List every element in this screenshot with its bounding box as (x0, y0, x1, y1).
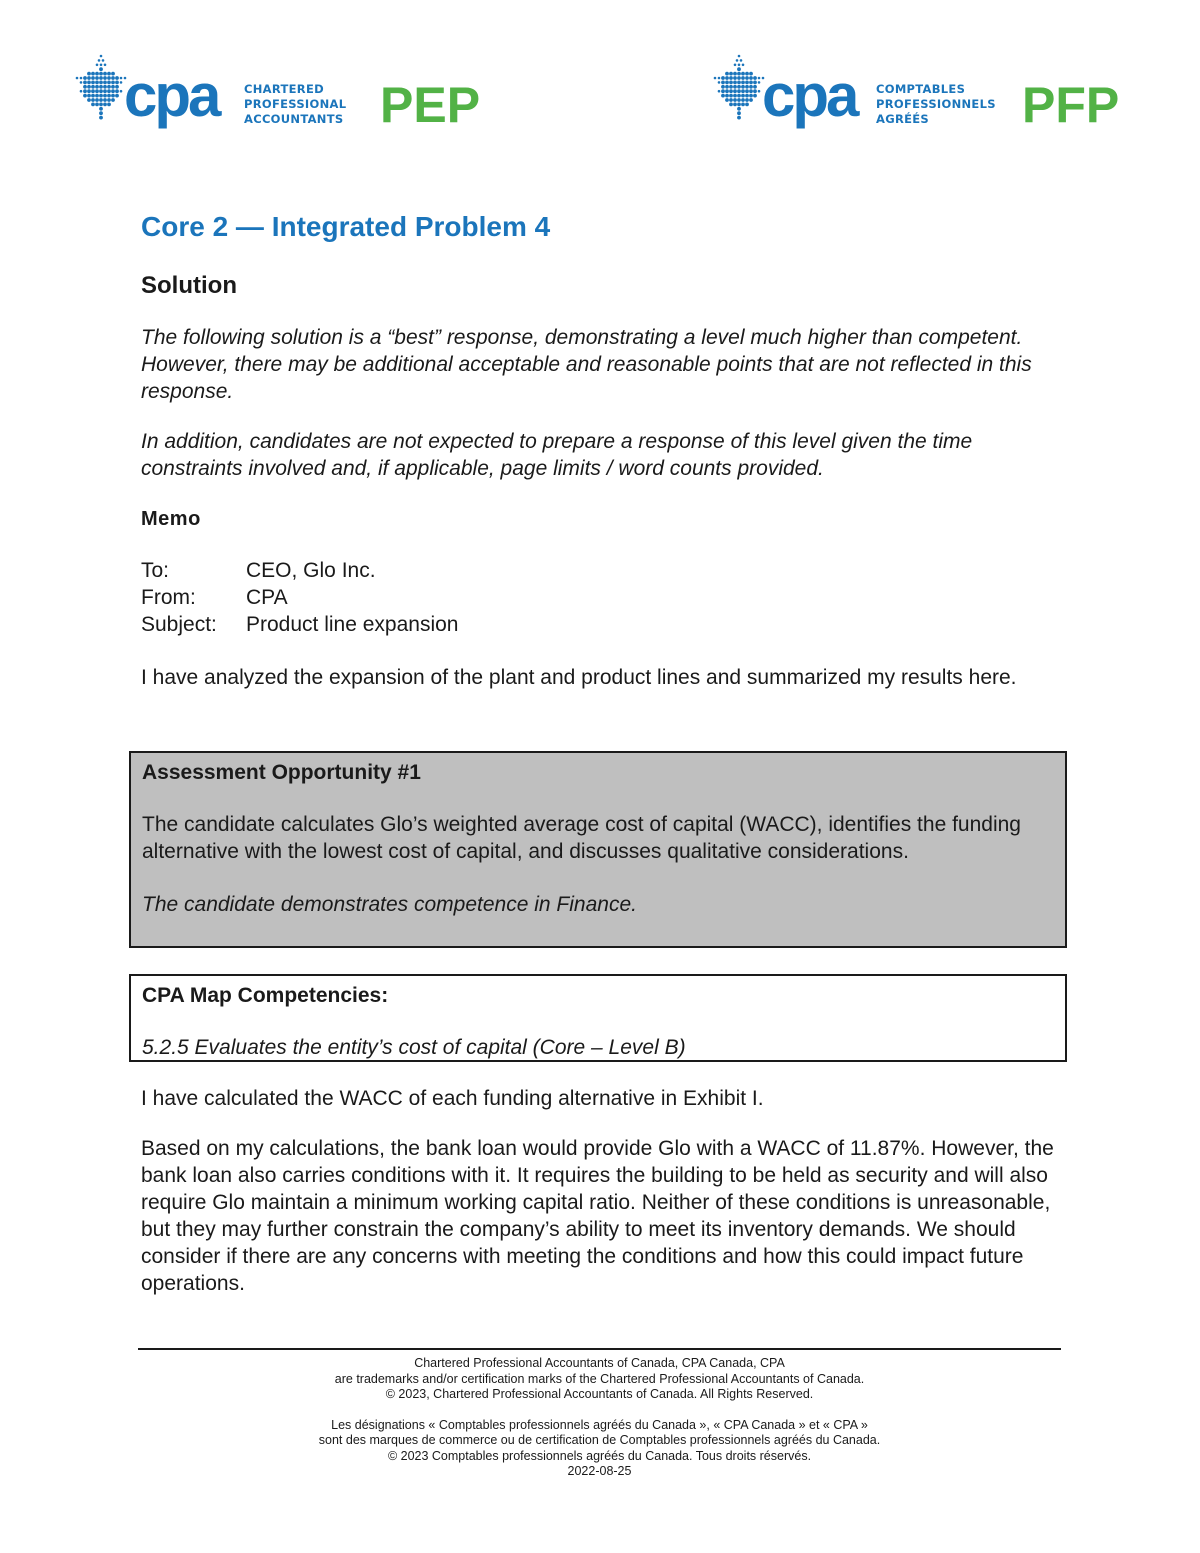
cpa-map-competencies-box (129, 974, 1067, 1062)
footer-en-line: are trademarks and/or certification marks of the Chartered Professional Accountants of Canada. (334, 1371, 865, 1386)
footer-fr-line: © 2023 Comptables professionnels agréés du Canada. Tous droits réservés. (387, 1448, 812, 1463)
memo-subject-label: Subject: (141, 612, 217, 636)
footer (138, 1356, 1061, 1480)
footer-date: 2022-08-25 (567, 1464, 632, 1478)
document-title: Core 2 — Integrated Problem 4 (141, 211, 551, 242)
assessment-opportunity-box (129, 751, 1067, 948)
cpa-logo-english (72, 52, 502, 142)
cpa-tagline: CHARTERED PROFESSIONAL ACCOUNTANTS (244, 82, 347, 126)
opening-paragraph: I have analyzed the expansion of the plant and product lines and summarized my results here. (141, 665, 1017, 689)
bank-loan-paragraph: Based on my calculations, the bank loan would provide Glo with a WACC of 11.87%. However, the bank loan also carries conditions with it. It requires the building to be held as security and will also require Glo maintain a minimum working capital ratio. Neither of these conditions is unreasonable, but they may further constrain the company’s ability to meet its inventory demands. We should consider if there are any concerns with meeting the conditions and how this could impact future operations. (141, 1137, 1054, 1295)
exhibit-paragraph: I have calculated the WACC of each funding alternative in Exhibit I. (141, 1087, 764, 1110)
footer-fr-line: Les désignations « Comptables professionnels agréés du Canada », « CPA Canada » et « CPA » (331, 1417, 868, 1432)
cpa-wordmark: cpa (124, 62, 219, 129)
memo-subject-row (141, 611, 1071, 638)
cpa-wordmark: cpa (762, 62, 857, 129)
memo-from-row (141, 584, 1071, 611)
footer-fr-line: sont des marques de commerce ou de certification de Comptables professionnels agréés du Canada. (318, 1433, 881, 1447)
analysis-section (141, 1085, 1071, 1320)
cpa-logo-french (710, 52, 1140, 142)
maple-leaf-dots-icon (710, 52, 768, 124)
memo-from-label: From: (141, 585, 196, 609)
assessment-heading: Assessment Opportunity #1 (142, 761, 421, 784)
memo-header (141, 557, 1071, 638)
cpa-tagline: COMPTABLES PROFESSIONNELS AGRÉÉS (876, 82, 996, 126)
memo-to-label: To: (141, 558, 170, 582)
assessment-body: The candidate calculates Glo’s weighted average cost of capital (WACC), identifies the funding alternative with the lowest cost of capital, and discusses qualitative considerations. (142, 813, 1021, 863)
memo-label: Memo (141, 507, 201, 530)
footer-en-line: Chartered Professional Accountants of Canada, CPA Canada, CPA (414, 1356, 785, 1370)
solution-heading: Solution (141, 271, 237, 299)
competency-item: 5.2.5 Evaluates the entity’s cost of capital (Core – Level B) (142, 1036, 686, 1059)
competencies-heading: CPA Map Competencies: (142, 984, 389, 1007)
memo-to-row (141, 557, 1071, 584)
program-name-pep: PEP (380, 77, 481, 133)
document-body (141, 210, 1071, 714)
maple-leaf-dots-icon (72, 52, 130, 124)
memo-from-value: CPA (246, 585, 288, 609)
memo-to-value: CEO, Glo Inc. (246, 558, 376, 582)
intro-paragraph-2: In addition, candidates are not expected to prepare a response of this level given the time constraints involved and, if applicable, page limits / word counts provided. (141, 429, 973, 480)
memo-subject-value: Product line expansion (246, 612, 459, 636)
footer-divider (138, 1348, 1061, 1350)
footer-en-line: © 2023, Chartered Professional Accountants of Canada. All Rights Reserved. (385, 1387, 814, 1401)
assessment-competence: The candidate demonstrates competence in Finance. (142, 893, 637, 916)
intro-paragraph-1: The following solution is a “best” response, demonstrating a level much higher than competent. However, there may be additional acceptable and reasonable points that are not reflected in this response. (141, 325, 1032, 403)
program-name-pfp: PFP (1022, 77, 1120, 133)
